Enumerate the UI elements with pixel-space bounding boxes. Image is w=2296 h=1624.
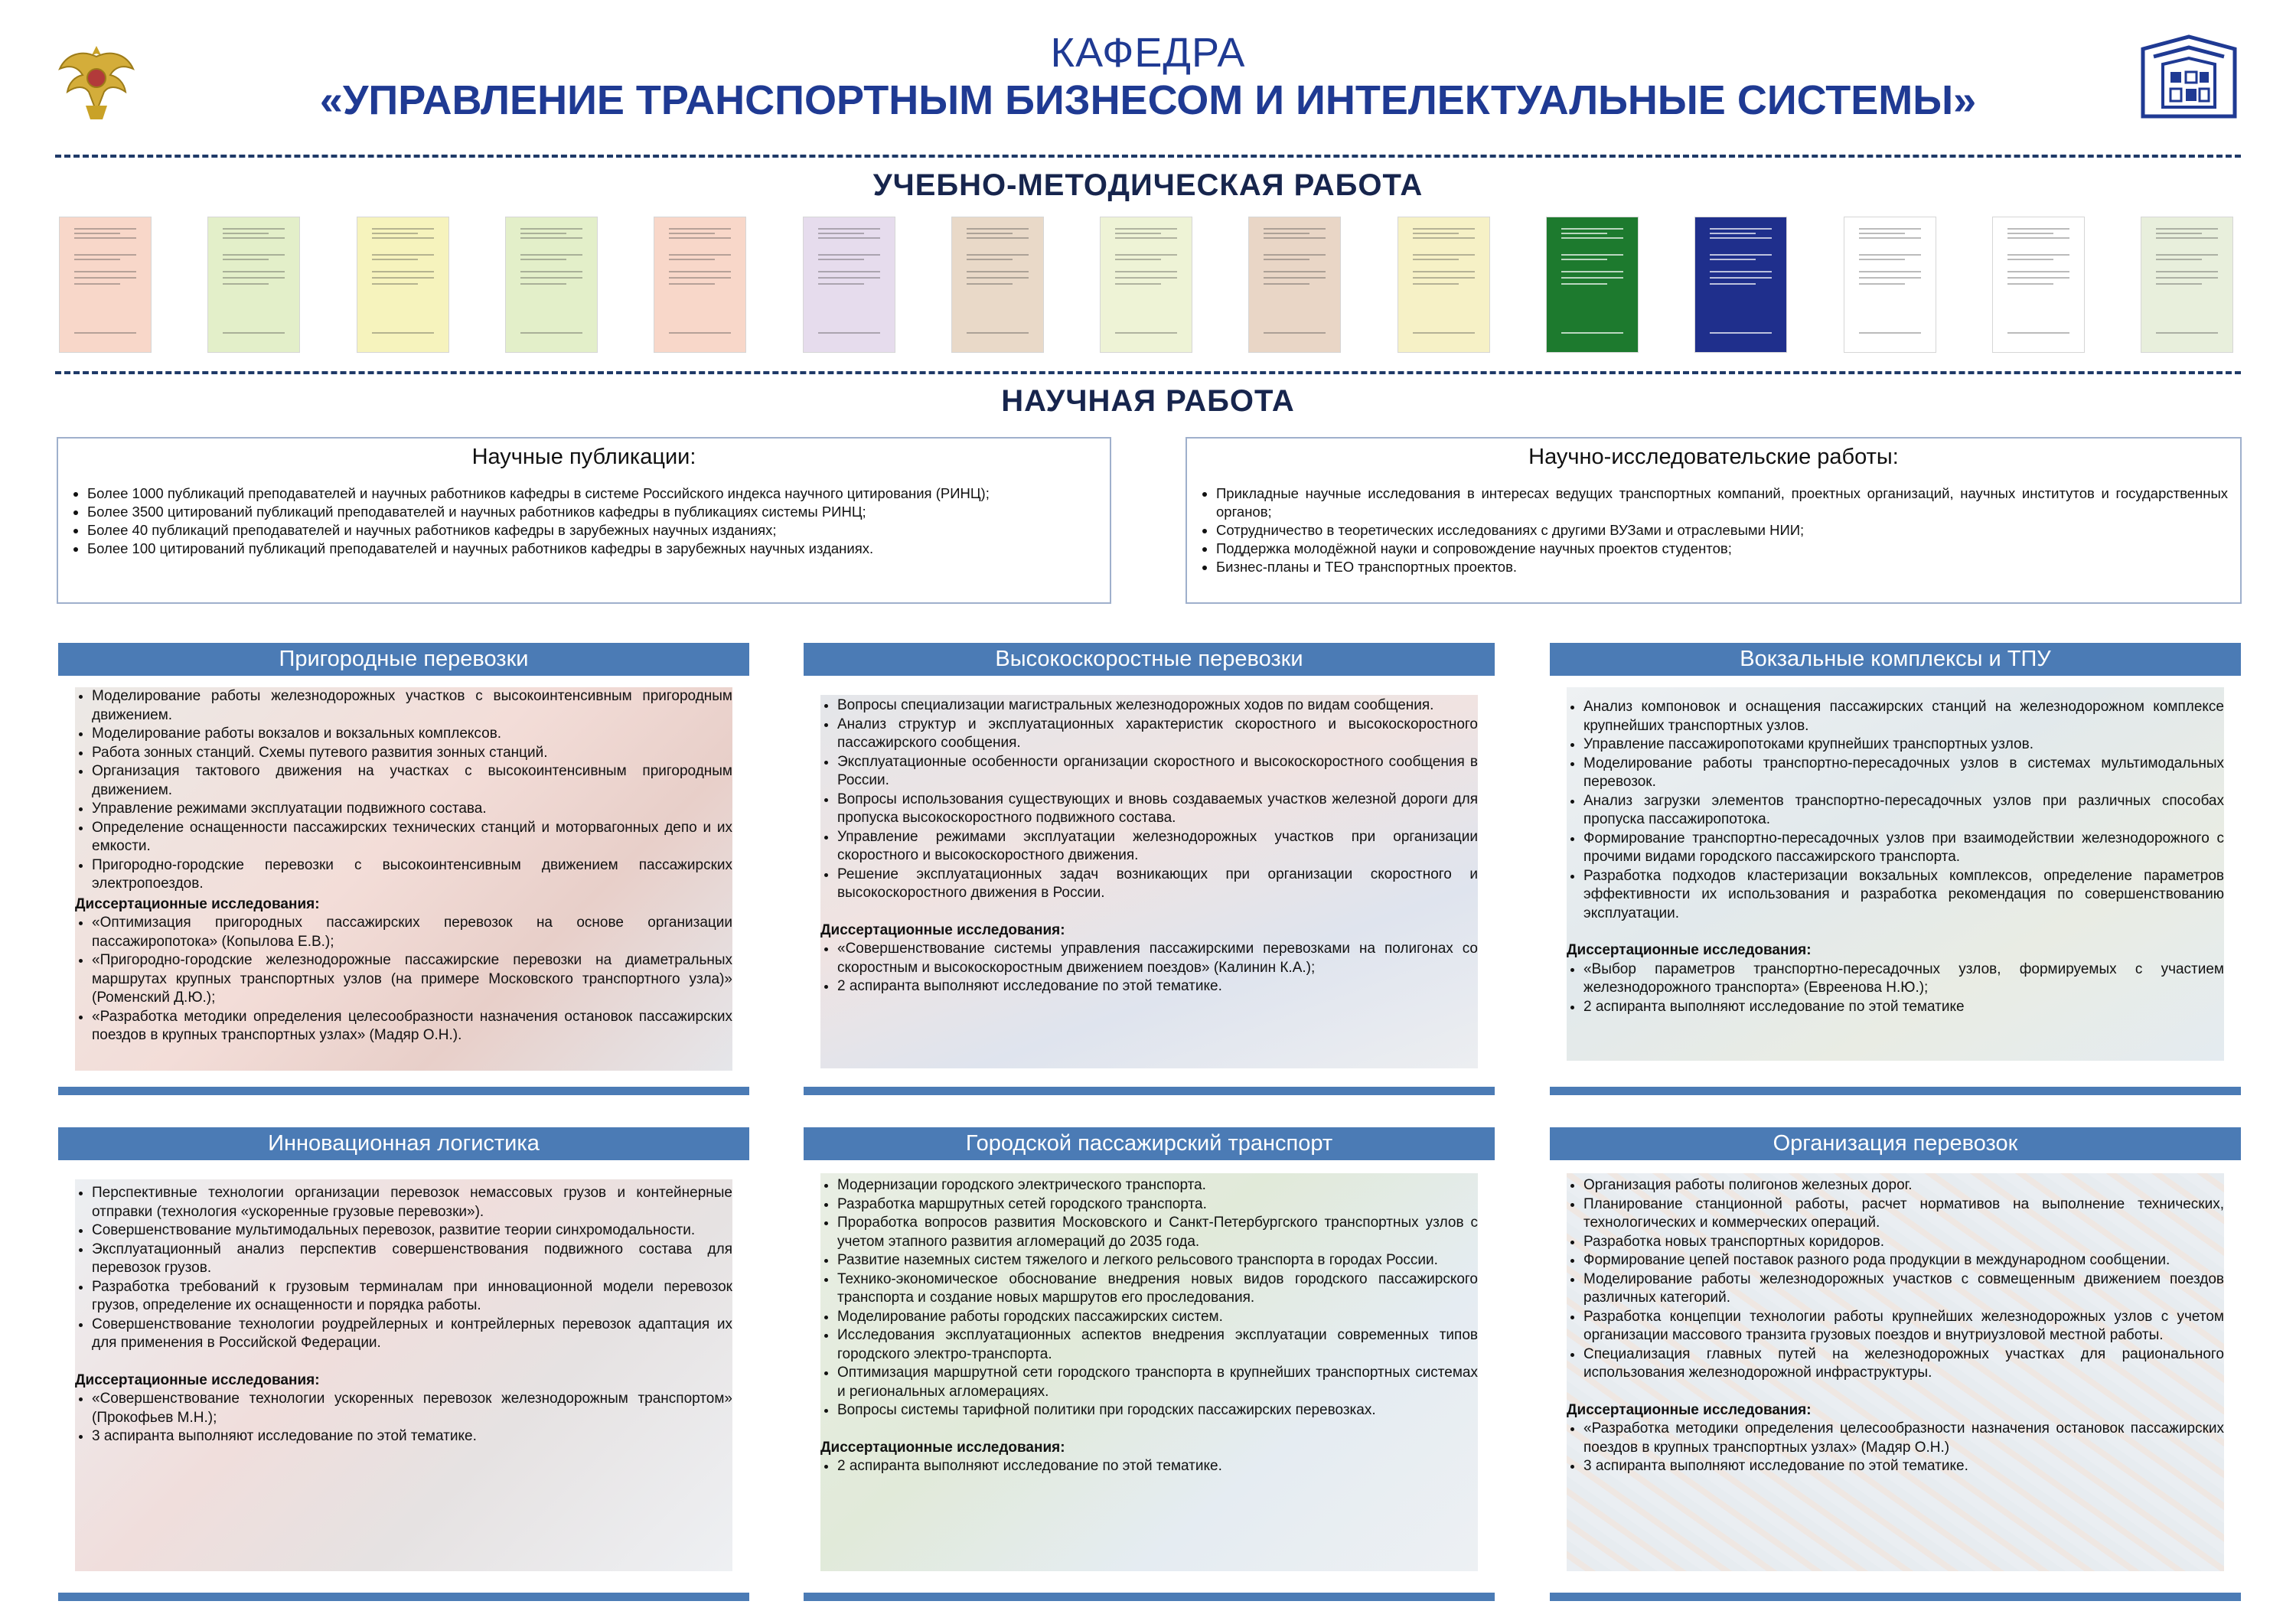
list-item: • Сотрудничество в теоретических исследованиях с другими ВУЗами и отраслевыми НИИ; <box>1216 521 2228 540</box>
list-item: • 2 аспиранта выполняют исследование по этой тематике <box>1583 998 2224 1017</box>
publications-box <box>57 437 1111 604</box>
book-cover <box>1546 217 1639 353</box>
panel-footer-bar <box>804 1087 1495 1095</box>
list-item: • Совершенствование мультимодальных перевозок, развитие теории синхромодальности. <box>92 1221 732 1241</box>
list-item: • Исследования эксплуатационных аспектов внедрения эксплуатации современных типов городского электро-транспорта. <box>837 1326 1478 1364</box>
list-item: • Моделирование работы городских пассажирских систем. <box>837 1308 1478 1327</box>
department-label: КАФЕДРА <box>1050 30 1246 76</box>
list-item: • Совершенствование технологии роудрейлерных и контрейлерных перевозок адаптация их для применения в Российской Федерации. <box>92 1316 732 1353</box>
dissertations-label: Диссертационные исследования: <box>820 921 1065 938</box>
book-cover <box>654 217 746 353</box>
list-item: • Организация работы полигонов железных дорог. <box>1583 1176 2224 1195</box>
list-item: • 3 аспиранта выполняют исследование по этой тематике. <box>1583 1457 2224 1476</box>
publications-title: Научные публикации: <box>471 445 696 469</box>
dissertations-label: Диссертационные исследования: <box>1567 942 1812 958</box>
panel-text <box>75 687 732 1045</box>
panel-title: Пригородные перевозки <box>58 643 749 676</box>
book-cover <box>59 217 152 353</box>
list-item: • Проработка вопросов развития Московского и Санкт-Петербургского транспортных узлов с учетом этапного развития агломераций до 2035 года. <box>837 1214 1478 1251</box>
list-item: • Разработка новых транспортных коридоров. <box>1583 1233 2224 1252</box>
list-item: • Поддержка молодёжной науки и сопровождение научных проектов студентов; <box>1216 540 2228 558</box>
list-item: • Вопросы использования существующих и вновь создаваемых участков железной дороги для пропуска высокоскоростного подвижного состава. <box>837 791 1478 828</box>
research-title: Научно-исследовательские работы: <box>1528 445 1899 469</box>
list-item: • «Оптимизация пригородных пассажирских перевозок на основе организации пассажиропотока» (Копылова Е.В.); <box>92 914 732 951</box>
book-cover <box>1694 217 1787 353</box>
list-item: • Управление режимами эксплуатации железнодорожных участков при организации скоростного и высокоскоростного движения. <box>837 828 1478 866</box>
list-item: • Анализ загрузки элементов транспортно-пересадочных узлов при различных способах пропуска пассажиропотока. <box>1583 792 2224 830</box>
list-item: • Эксплуатационные особенности организации скоростного и высокоскоростного сообщения в России. <box>837 753 1478 791</box>
list-item: • Организация тактового движения на участках с высокоинтенсивным пригородным движением. <box>92 762 732 800</box>
book-cover <box>1100 217 1192 353</box>
research-list <box>1198 484 2228 576</box>
section-title-methodical: УЧЕБНО-МЕТОДИЧЕСКАЯ РАБОТА <box>872 168 1424 202</box>
panel-footer-bar <box>1550 1593 2241 1601</box>
list-item: • Планирование станционной работы, расчет нормативов на выполнение технических, технологических и коммерческих операций. <box>1583 1195 2224 1233</box>
list-item: • Разработка требований к грузовым терминалам при инновационной модели перевозок грузов, определение их оснащенности и порядка работы. <box>92 1278 732 1316</box>
panel-title: Городской пассажирский транспорт <box>804 1127 1495 1160</box>
panel-logistics <box>58 1127 749 1603</box>
list-item: • 2 аспиранта выполняют исследование по этой тематике. <box>837 977 1478 996</box>
panel-footer-bar <box>1550 1087 2241 1095</box>
panel-text <box>1567 1176 2224 1476</box>
department-title: «УПРАВЛЕНИЕ ТРАНСПОРТНЫМ БИЗНЕСОМ И ИНТЕЛЕКТУАЛЬНЫЕ СИСТЕМЫ» <box>319 77 1977 123</box>
list-item: • Формирование цепей поставок разного рода продукции в международном сообщении. <box>1583 1251 2224 1270</box>
list-item: • Моделирование работы вокзалов и вокзальных комплексов. <box>92 725 732 744</box>
panel-footer-bar <box>58 1593 749 1601</box>
list-item: • Оптимизация маршрутной сети городского транспорта в крупнейших транспортных системах и региональных агломерациях. <box>837 1364 1478 1401</box>
list-item: • Решение эксплуатационных задач возникающих при организации скоростного и высокоскоростного движения в России. <box>837 866 1478 903</box>
list-item: • Анализ структур и эксплуатационных характеристик скоростного и высокоскоростного пассажирского сообщения. <box>837 716 1478 753</box>
dissertations-label: Диссертационные исследования: <box>820 1439 1065 1456</box>
list-item: • Анализ компоновок и оснащения пассажирских станций на железнодорожном комплексе крупнейших транспортных узлов. <box>1583 698 2224 735</box>
book-cover <box>207 217 300 353</box>
list-item: • «Выбор параметров транспортно-пересадочных узлов, формируемых с участием железнодорожного транспорта» (Евреенова Н.Ю.); <box>1583 960 2224 998</box>
list-item: • «Совершенствование технологии ускоренных перевозок железнодорожным транспортом» (Прокофьев М.Н.); <box>92 1390 732 1427</box>
list-item: • Более 3500 цитирований публикаций преподавателей и научных работников кафедры в публикациях системы РИНЦ; <box>87 503 1097 521</box>
list-item: • Пригородно-городские перевозки с высокоинтенсивным движением пассажирских электропоездов. <box>92 856 732 894</box>
book-cover <box>803 217 895 353</box>
list-item: • Бизнес-планы и ТЕО транспортных проектов. <box>1216 558 2228 576</box>
book-cover <box>951 217 1044 353</box>
book-cover <box>2141 217 2233 353</box>
section-title-scientific: НАУЧНАЯ РАБОТА <box>1001 384 1295 418</box>
book-cover <box>357 217 449 353</box>
publications-list <box>69 484 1097 558</box>
panel-suburban <box>58 643 749 1095</box>
dissertations-label: Диссертационные исследования: <box>75 895 320 912</box>
list-item: • Перспективные технологии организации перевозок немассовых грузов и контейнерные отправки (технология «ускоренные грузовые перевозки»). <box>92 1184 732 1221</box>
panel-text <box>75 1184 732 1446</box>
list-item: • Более 40 публикаций преподавателей и научных работников кафедры в зарубежных научных изданиях; <box>87 521 1097 540</box>
panel-title: Организация перевозок <box>1550 1127 2241 1160</box>
list-item: • Вопросы специализации магистральных железнодорожных ходов по видам сообщения. <box>837 696 1478 716</box>
panel-text <box>820 1176 1478 1476</box>
book-cover <box>505 217 598 353</box>
list-item: • Разработка подходов кластеризации вокзальных комплексов, определение параметров эффективности их использования и разработка рекомендация по совершенствованию эксплуатации. <box>1583 867 2224 924</box>
book-cover <box>1248 217 1341 353</box>
list-item: • Технико-экономическое обоснование внедрения новых видов городского пассажирского транспорта и создание новых маршрутов его проследования. <box>837 1270 1478 1308</box>
panel-footer-bar <box>804 1593 1495 1601</box>
dissertations-label: Диссертационные исследования: <box>1567 1401 1812 1418</box>
panel-text <box>820 696 1478 996</box>
list-item: • Определение оснащенности пассажирских технических станций и моторвагонных депо и их емкости. <box>92 819 732 856</box>
list-item: • Эксплуатационный анализ перспектив совершенствования подвижного состава для перевозок грузов. <box>92 1241 732 1278</box>
book-cover <box>1397 217 1490 353</box>
list-item: • Моделирование работы транспортно-пересадочных узлов в системах мультимодальных перевозок. <box>1583 755 2224 792</box>
panel-title: Вокзальные комплексы и ТПУ <box>1550 643 2241 676</box>
list-item: • Более 1000 публикаций преподавателей и научных работников кафедры в системе Российского индекса научного цитирования (РИНЦ); <box>87 484 1097 503</box>
list-item: • Работа зонных станций. Схемы путевого развития зонных станций. <box>92 744 732 763</box>
list-item: • Моделирование работы железнодорожных участков с высокоинтенсивным пригородным движением. <box>92 687 732 725</box>
list-item: • 2 аспиранта выполняют исследование по этой тематике. <box>837 1457 1478 1476</box>
list-item: • Разработка концепции технологии работы крупнейших железнодорожных узлов с учетом организации массового транзита грузовых поездов и внутриузловой местной работы. <box>1583 1308 2224 1345</box>
divider <box>55 155 2241 158</box>
panel-title: Высокоскоростные перевозки <box>804 643 1495 676</box>
book-cover <box>1992 217 2085 353</box>
book-cover <box>1844 217 1936 353</box>
divider <box>55 371 2241 374</box>
panel-stations <box>1550 643 2241 1095</box>
list-item: • Специализация главных путей на железнодорожных участках для рационального использования железнодорожной инфраструктуры. <box>1583 1345 2224 1383</box>
list-item: • 3 аспиранта выполняют исследование по этой тематике. <box>92 1427 732 1446</box>
panel-highspeed <box>804 643 1495 1095</box>
list-item: • «Совершенствование системы управления пассажирскими перевозками на полигонах со скоростным и высокоскоростным движением поездов» (Калинин К.А.); <box>837 940 1478 977</box>
list-item: • Управление режимами эксплуатации подвижного состава. <box>92 800 732 819</box>
list-item: • Управление пассажиропотоками крупнейших транспортных узлов. <box>1583 735 2224 755</box>
list-item: • Разработка маршрутных сетей городского транспорта. <box>837 1195 1478 1215</box>
list-item: • Вопросы системы тарифной политики при городских пассажирских перевозках. <box>837 1401 1478 1420</box>
list-item: • Моделирование работы железнодорожных участков с совмещенным движением поездов различных категорий. <box>1583 1270 2224 1308</box>
panel-footer-bar <box>58 1087 749 1095</box>
list-item: • Прикладные научные исследования в интересах ведущих транспортных компаний, проектных организаций, научных институтов и государственных органов; <box>1216 484 2228 521</box>
dissertations-label: Диссертационные исследования: <box>75 1371 320 1388</box>
panel-title: Инновационная логистика <box>58 1127 749 1160</box>
panel-urban <box>804 1127 1495 1603</box>
panel-organization <box>1550 1127 2241 1603</box>
list-item: • Развитие наземных систем тяжелого и легкого рельсового транспорта в городах России. <box>837 1251 1478 1270</box>
list-item: • Более 100 цитирований публикаций преподавателей и научных работников кафедры в зарубежных научных изданиях. <box>87 540 1097 558</box>
list-item: • «Разработка методики определения целесообразности назначения остановок пассажирских поездов в крупных транспортных узлах» (Мадяр О.Н.). <box>92 1008 732 1045</box>
list-item: • Модернизации городского электрического транспорта. <box>837 1176 1478 1195</box>
research-box <box>1186 437 2242 604</box>
panel-text <box>1567 698 2224 1016</box>
list-item: • «Разработка методики определения целесообразности назначения остановок пассажирских поездов в крупных транспортных узлах» (Мадяр О.Н.) <box>1583 1420 2224 1457</box>
list-item: • «Пригородно-городские железнодорожные пассажирские перевозки на диаметральных маршрутах крупных транспортных узлов (на примере Московского транспортного узла)» (Роменский Д.Ю.); <box>92 951 732 1008</box>
list-item: • Формирование транспортно-пересадочных узлов при взаимодействии железнодорожного с прочими видами городского пассажирского транспорта. <box>1583 830 2224 867</box>
